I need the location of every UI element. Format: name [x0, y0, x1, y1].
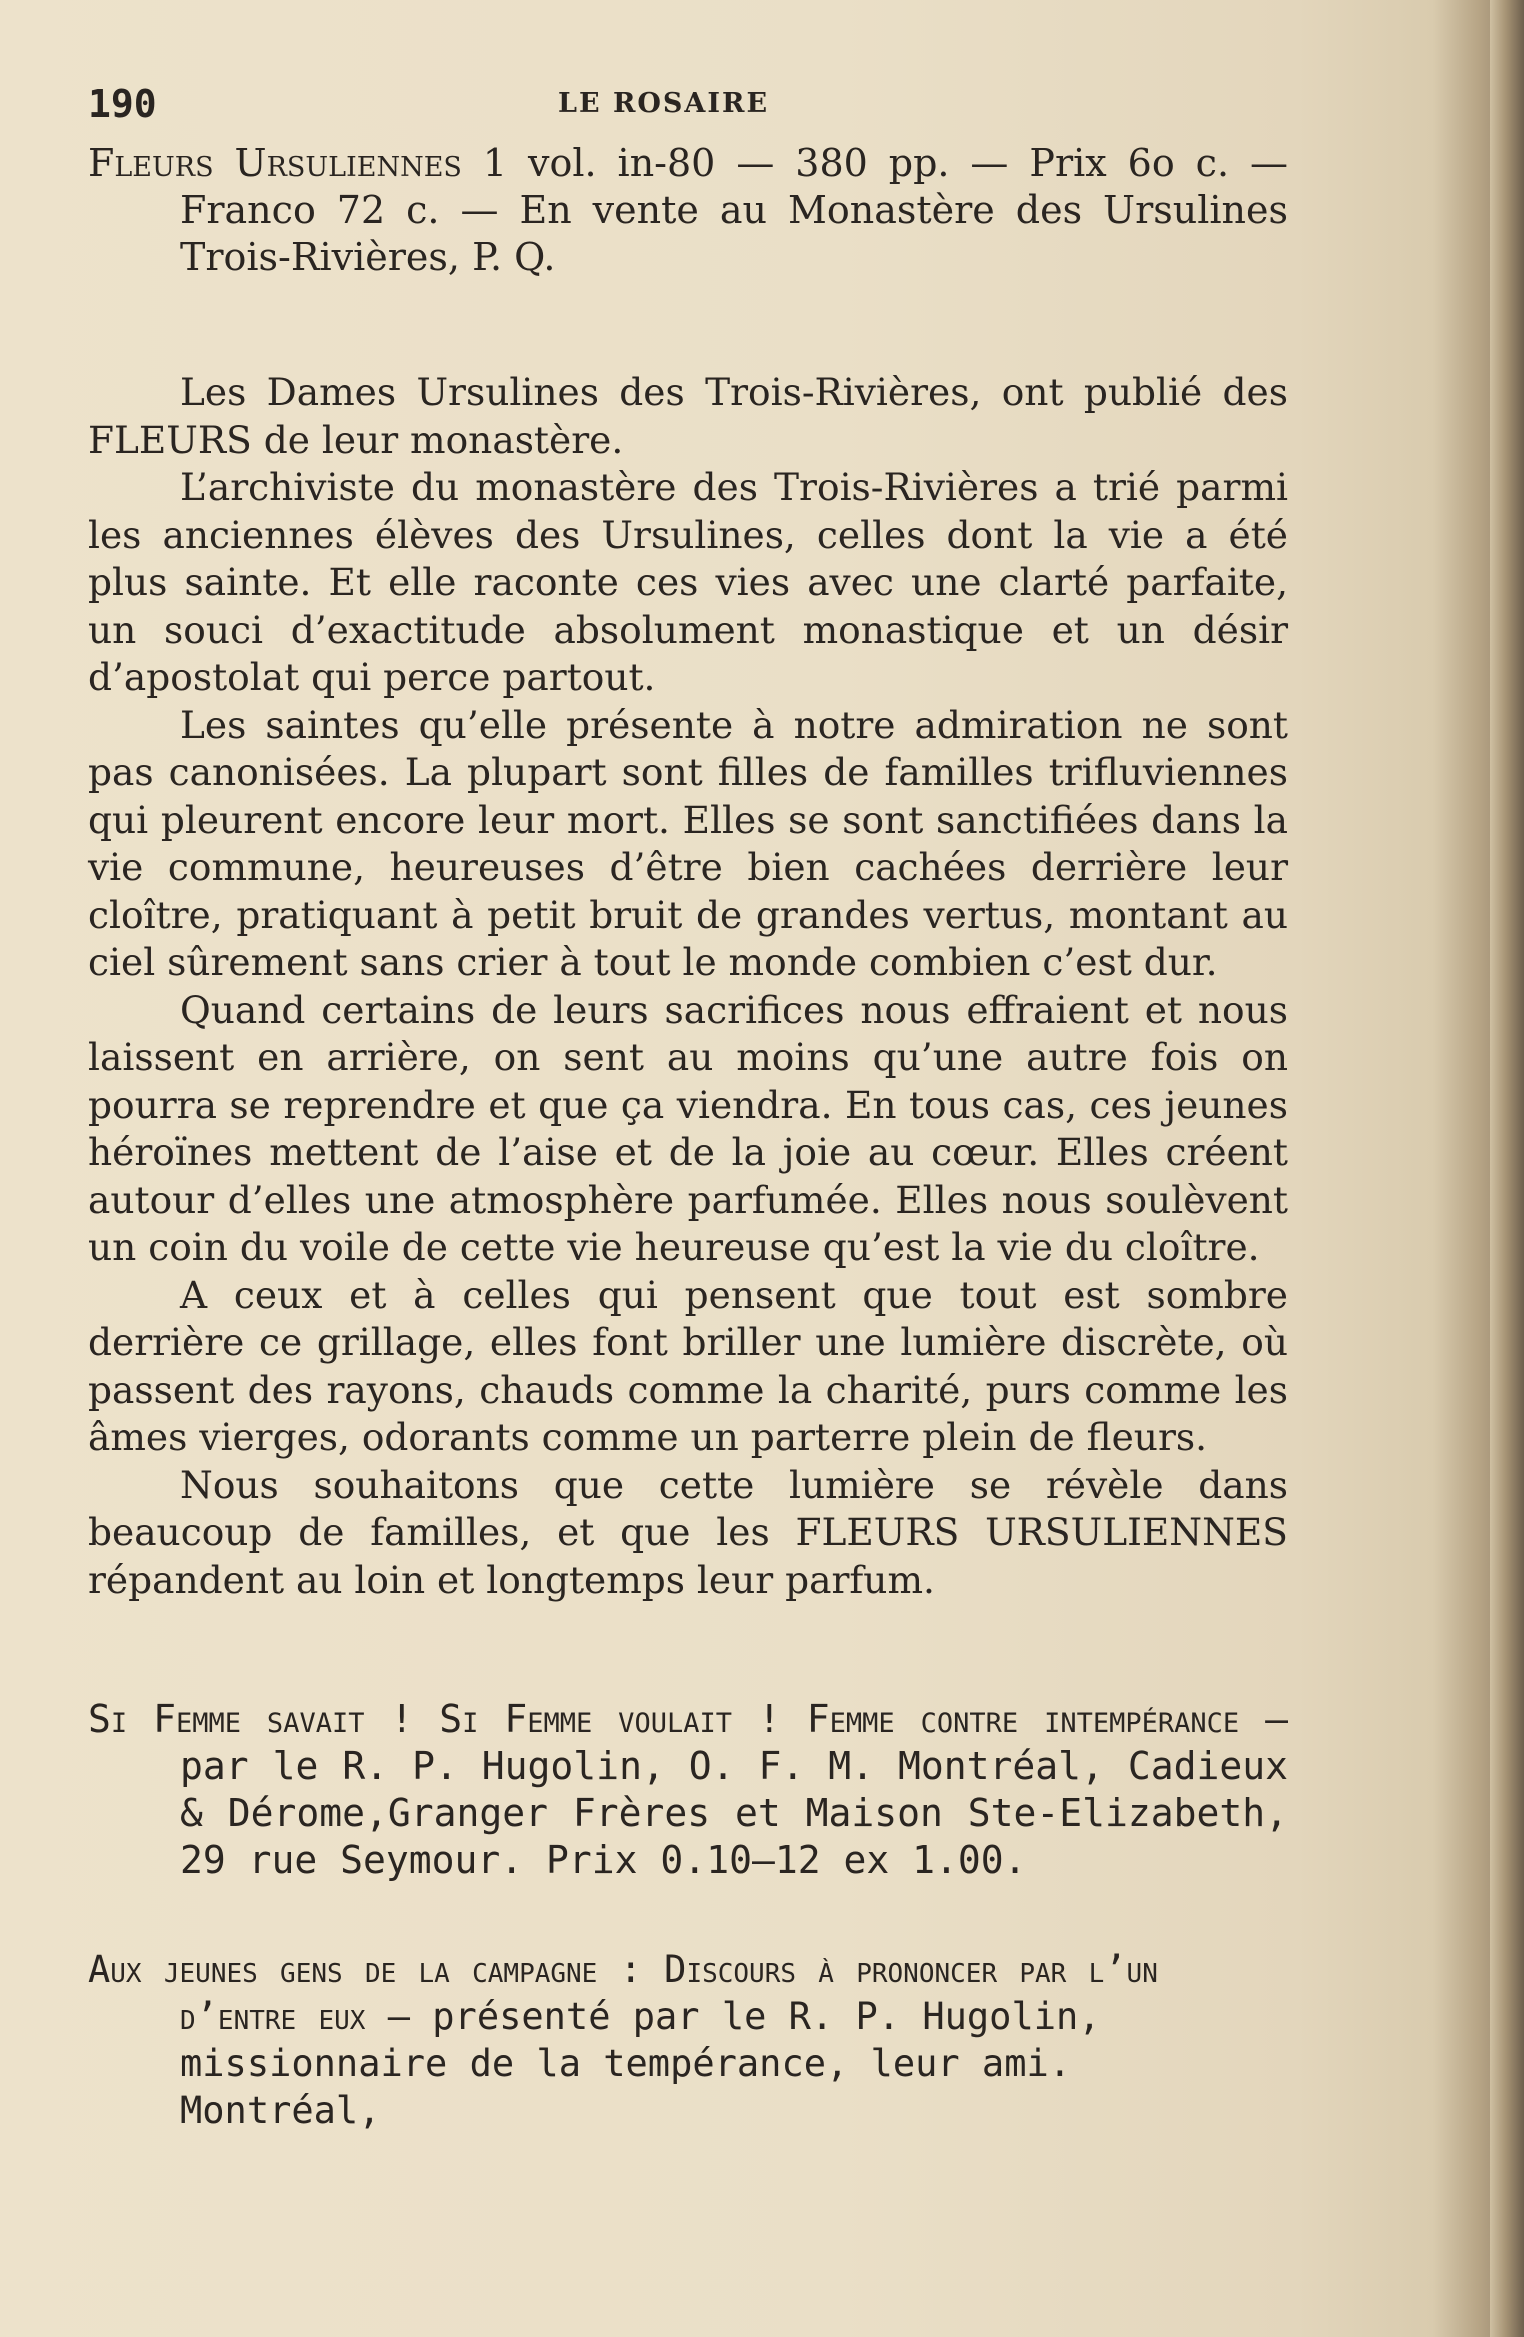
page-edge — [1490, 0, 1524, 2337]
book-entry-title: Aux jeunes gens de la campagne : Discours à prononcer par l’un d’entre eux — [88, 1948, 1158, 2038]
review-paragraph: Nous souhaitons que cette lumière se révèle dans beaucoup de familles, et que les FLEURS URSULIENNES répandent au loin et longtemps leur parfum. — [88, 1462, 1288, 1602]
book-entry-details: — par le R. P. Hugolin, O. F. M. Montréal, Cadieux & Dérome,Granger Frères et Maison Ste-Elizabeth, 29 rue Seymour. Prix 0.10—12 ex 1.00. — [180, 1697, 1288, 1882]
page-content — [88, 72, 1288, 2134]
book-entry-details: 1 vol. in-80 — 380 pp. — Prix 6o c. — Franco 72 c. — En vente au Monastère des Ursulines Trois-Rivières, P. Q. — [180, 141, 1288, 279]
book-entry-fleurs — [88, 140, 1288, 281]
book-entry-title: Fleurs Ursuliennes — [88, 141, 462, 185]
page-number: 190 — [88, 82, 157, 126]
review-paragraph: Les Dames Ursulines des Trois-Rivières, ont publié des FLEURS de leur monastère. — [88, 370, 1288, 462]
book-entry-si-femme — [88, 1696, 1288, 1884]
book-entry-title: Si Femme savait ! Si Femme voulait ! Femme contre intempérance — [88, 1697, 1240, 1741]
page-header — [88, 72, 1288, 132]
review-paragraph: Les saintes qu’elle présente à notre admiration ne sont pas canonisées. La plupart sont filles de familles trifluviennes qui pleurent encore leur mort. Elles se sont sanctifiées dans la vie commune, heureuses d’être bien cachées derrière leur cloître, pratiquant à petit bruit de grandes vertus, montant au ciel sûrement sans crier à tout le monde combien c’est dur. — [88, 702, 1288, 984]
review-paragraph: L’archiviste du monastère des Trois-Rivières a trié parmi les anciennes élèves des Ursulines, celles dont la vie a été plus sainte. Et elle raconte ces vies avec une clarté parfaite, un souci d’exactitude absolument monastique et un désir d’apostolat qui perce partout. — [88, 465, 1288, 699]
review-paragraph: A ceux et à celles qui pensent que tout est sombre derrière ce grillage, elles font briller une lumière discrète, où passent des rayons, chauds comme la charité, purs comme les âmes vierges, odorants comme un parterre plein de fleurs. — [88, 1272, 1288, 1459]
review-paragraph: Quand certains de leurs sacrifices nous effraient et nous laissent en arrière, on sent au moins qu’une autre fois on pourra se reprendre et que ça viendra. En tous cas, ces jeunes héroïnes mettent de l’aise et de la joie au cœur. Elles créent autour d’elles une atmosphère parfumée. Elles nous soulèvent un coin du voile de cette vie heureuse qu’est la vie du cloître. — [88, 987, 1288, 1269]
book-entry-jeunes-gens — [88, 1946, 1288, 2134]
book-entry-details: — présenté par le R. P. Hugolin, missionnaire de la tempérance, leur ami. Montréal, — [180, 1995, 1101, 2132]
review-text — [88, 369, 1288, 1604]
running-head: LE ROSAIRE — [558, 88, 770, 119]
